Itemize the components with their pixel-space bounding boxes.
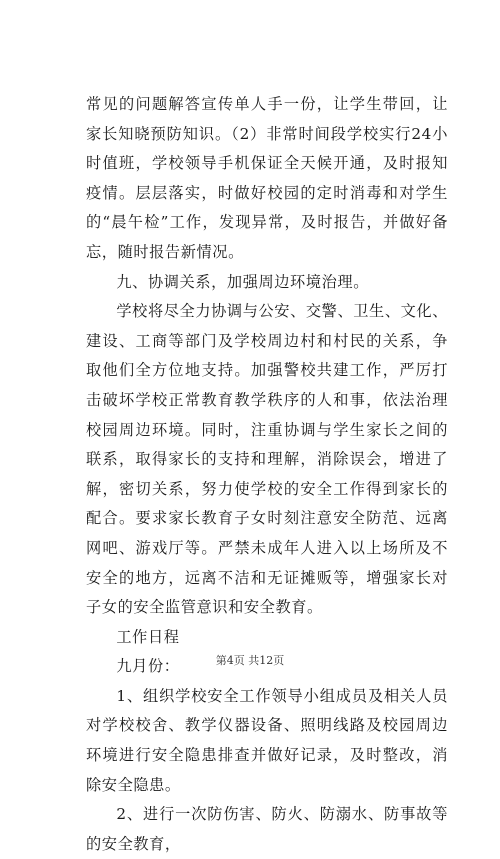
heading-september: 九月份： bbox=[116, 657, 180, 676]
heading-work-schedule: 工作日程 bbox=[116, 627, 180, 646]
list-item-1: 1、组织学校安全工作领导小组成员及相关人员对学校校舍、教学仪器设备、照明线路及校园周边环境进行安全隐患排查并做好记录，及时整改，消除安全隐患。 bbox=[86, 686, 448, 794]
section-heading-coordination: 九、协调关系，加强周边环境治理。 bbox=[116, 272, 369, 291]
page-footer: 第4页 共12页 bbox=[215, 654, 285, 667]
list-item-2: 2、进行一次防伤害、防火、防溺水、防事故等的安全教育， bbox=[86, 805, 448, 853]
paragraph-prevention-knowledge: 常见的问题解答宣传单人手一份，让学生带回，让家长知晓预防知识。（2）非常时间段学校实行24小时值班，学校领导手机保证全天候开通，及时报知疫情。层层落实，时做好校园的定时消毒和对学生的“晨午检”工作，发现异常，及时报告，并做好备忘，随时报告新情况。 bbox=[86, 95, 448, 261]
paragraph-coordination: 学校将尽全力协调与公安、交警、卫生、文化、建设、工商等部门及学校周边村和村民的关系，争取他们全方位地支持。加强警校共建工作，严厉打击破坏学校正常教育教学秩序的人和事，依法治理校园周边环境。同时，注重协调与学生家长之间的联系，取得家长的支持和理解，消除误会，增进了解，密切关系，努力使学校的安全工作得到家长的配合。要求家长教育子女时刻注意安全防范、远离网吧、游戏厅等。严禁未成年人进入以上场所及不安全的地方，远离不洁和无证摊贩等，增强家长对子女的安全监管意识和安全教育。 bbox=[86, 302, 448, 617]
document-body bbox=[86, 90, 448, 859]
